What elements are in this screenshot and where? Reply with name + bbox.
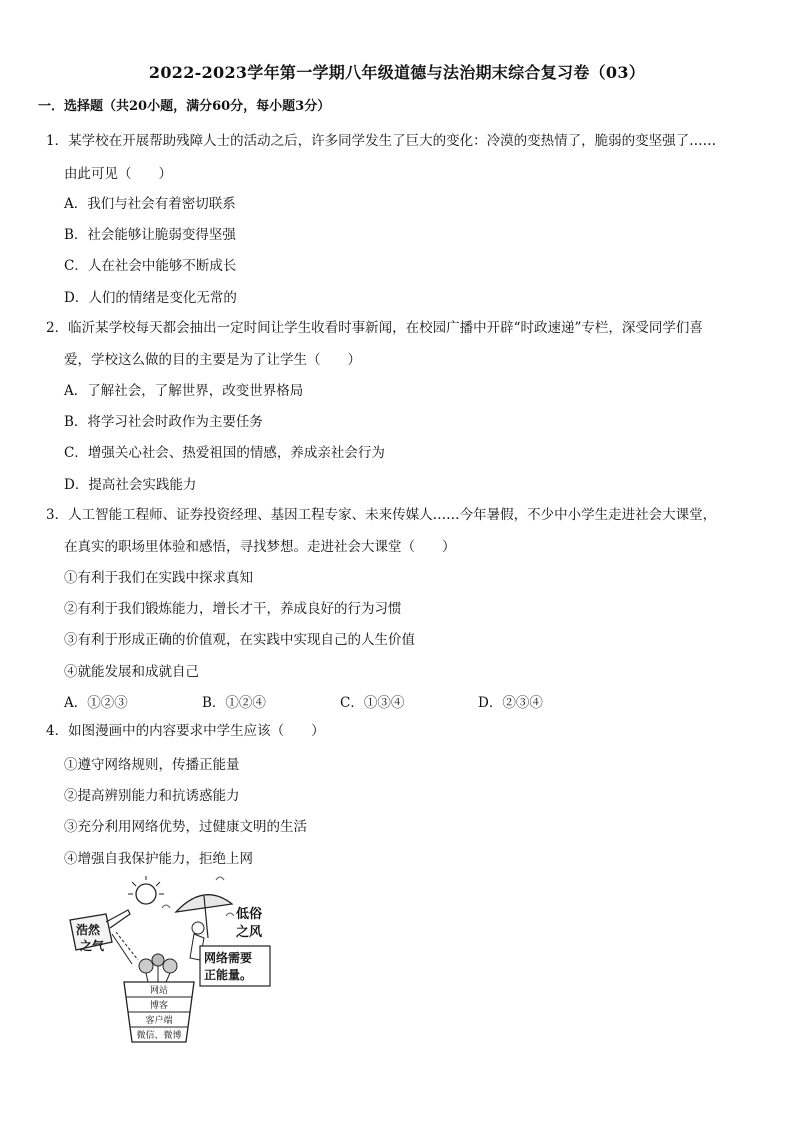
- section-heading: 一．选择题（共20小题，满分60分，每小题3分）: [38, 99, 331, 114]
- cartoon-illustration: [66, 872, 281, 1047]
- question-4-stem-line1: 4．如图漫画中的内容要求中学生应该（ ）: [46, 723, 325, 739]
- question-3: [46, 500, 756, 531]
- question-4: [46, 716, 756, 747]
- question-2-option-c: C．增强关心社会、热爱祖国的情感，养成亲社会行为: [64, 445, 385, 461]
- watering-can-icon: [70, 910, 138, 964]
- cartoon-caption-1: 网络需要: [204, 951, 253, 965]
- question-3-item-1: ①有利于我们在实践中探求真知: [64, 570, 253, 586]
- question-2-option-d: D．提高社会实践能力: [64, 477, 197, 493]
- pot-layer-2: 博客: [149, 1001, 169, 1011]
- question-2-stem-line2: 爱，学校这么做的目的主要是为了让学生（ ）: [64, 352, 361, 368]
- question-1-option-a: A．我们与社会有着密切联系: [64, 196, 236, 212]
- sun-icon: [128, 876, 164, 904]
- pot-layer-3: 客户端: [145, 1016, 173, 1026]
- question-2: [46, 313, 756, 344]
- question-3-stem-line2: 在真实的职场里体验和感悟，寻找梦想。走进社会大课堂（ ）: [64, 539, 456, 555]
- question-3-choice-c: C．①③④: [340, 695, 405, 711]
- cartoon-right-label-1: 低俗: [236, 907, 263, 922]
- cartoon-right-label-2: 之风: [236, 925, 263, 940]
- pot-layer-1: 网站: [149, 986, 169, 996]
- question-3-item-3: ③有利于形成正确的价值观，在实践中实现自己的人生价值: [64, 632, 415, 648]
- cartoon-left-label-2: 之气: [80, 939, 105, 953]
- question-1: [46, 126, 756, 157]
- pot-layer-4: 微信、微博: [136, 1031, 182, 1041]
- question-4-item-4: ④增强自我保护能力，拒绝上网: [64, 851, 253, 867]
- question-4-item-3: ③充分利用网络优势，过健康文明的生活: [64, 819, 307, 835]
- page-title: 2022-2023学年第一学期八年级道德与法治期末综合复习卷（03）: [148, 63, 646, 82]
- question-3-choice-d: D．②③④: [478, 695, 543, 711]
- question-3-choice-b: B．①②④: [202, 695, 266, 711]
- cartoon-left-label-1: 浩然: [76, 923, 101, 937]
- question-1-option-b: B．社会能够让脆弱变得坚强: [64, 227, 236, 243]
- question-2-stem-line1: 2．临沂某学校每天都会抽出一定时间让学生收看时事新闻，在校园广播中开辟“时政速递”专栏，深受同学们喜: [46, 320, 703, 336]
- question-3-choices: [64, 691, 616, 711]
- question-3-stem-line1: 3．人工智能工程师、证券投资经理、基因工程专家、未来传媒人……今年暑假，不少中小学生走进社会大课堂，: [46, 507, 717, 523]
- question-1-option-c: C．人在社会中能够不断成长: [64, 258, 237, 274]
- question-3-choice-a: A．①②③: [64, 695, 128, 711]
- question-1-option-d: D．人们的情绪是变化无常的: [64, 290, 237, 306]
- cartoon-caption-2: 正能量。: [204, 968, 253, 982]
- question-3-item-2: ②有利于我们锻炼能力，增长才干，养成良好的行为习惯: [64, 601, 402, 617]
- question-2-option-a: A．了解社会，了解世界，改变世界格局: [64, 383, 304, 399]
- question-4-item-1: ①遵守网络规则，传播正能量: [64, 757, 240, 773]
- flowers-icon: [139, 954, 177, 982]
- question-3-item-4: ④就能发展和成就自己: [64, 664, 199, 680]
- question-1-stem-line2: 由此可见（ ）: [64, 166, 172, 182]
- question-2-option-b: B．将学习社会时政作为主要任务: [64, 414, 263, 430]
- question-1-stem-line1: 1．某学校在开展帮助残障人士的活动之后，许多同学发生了巨大的变化：冷漠的变热情了，脆弱的变坚强了……: [46, 133, 717, 149]
- question-4-item-2: ②提高辨别能力和抗诱惑能力: [64, 788, 240, 804]
